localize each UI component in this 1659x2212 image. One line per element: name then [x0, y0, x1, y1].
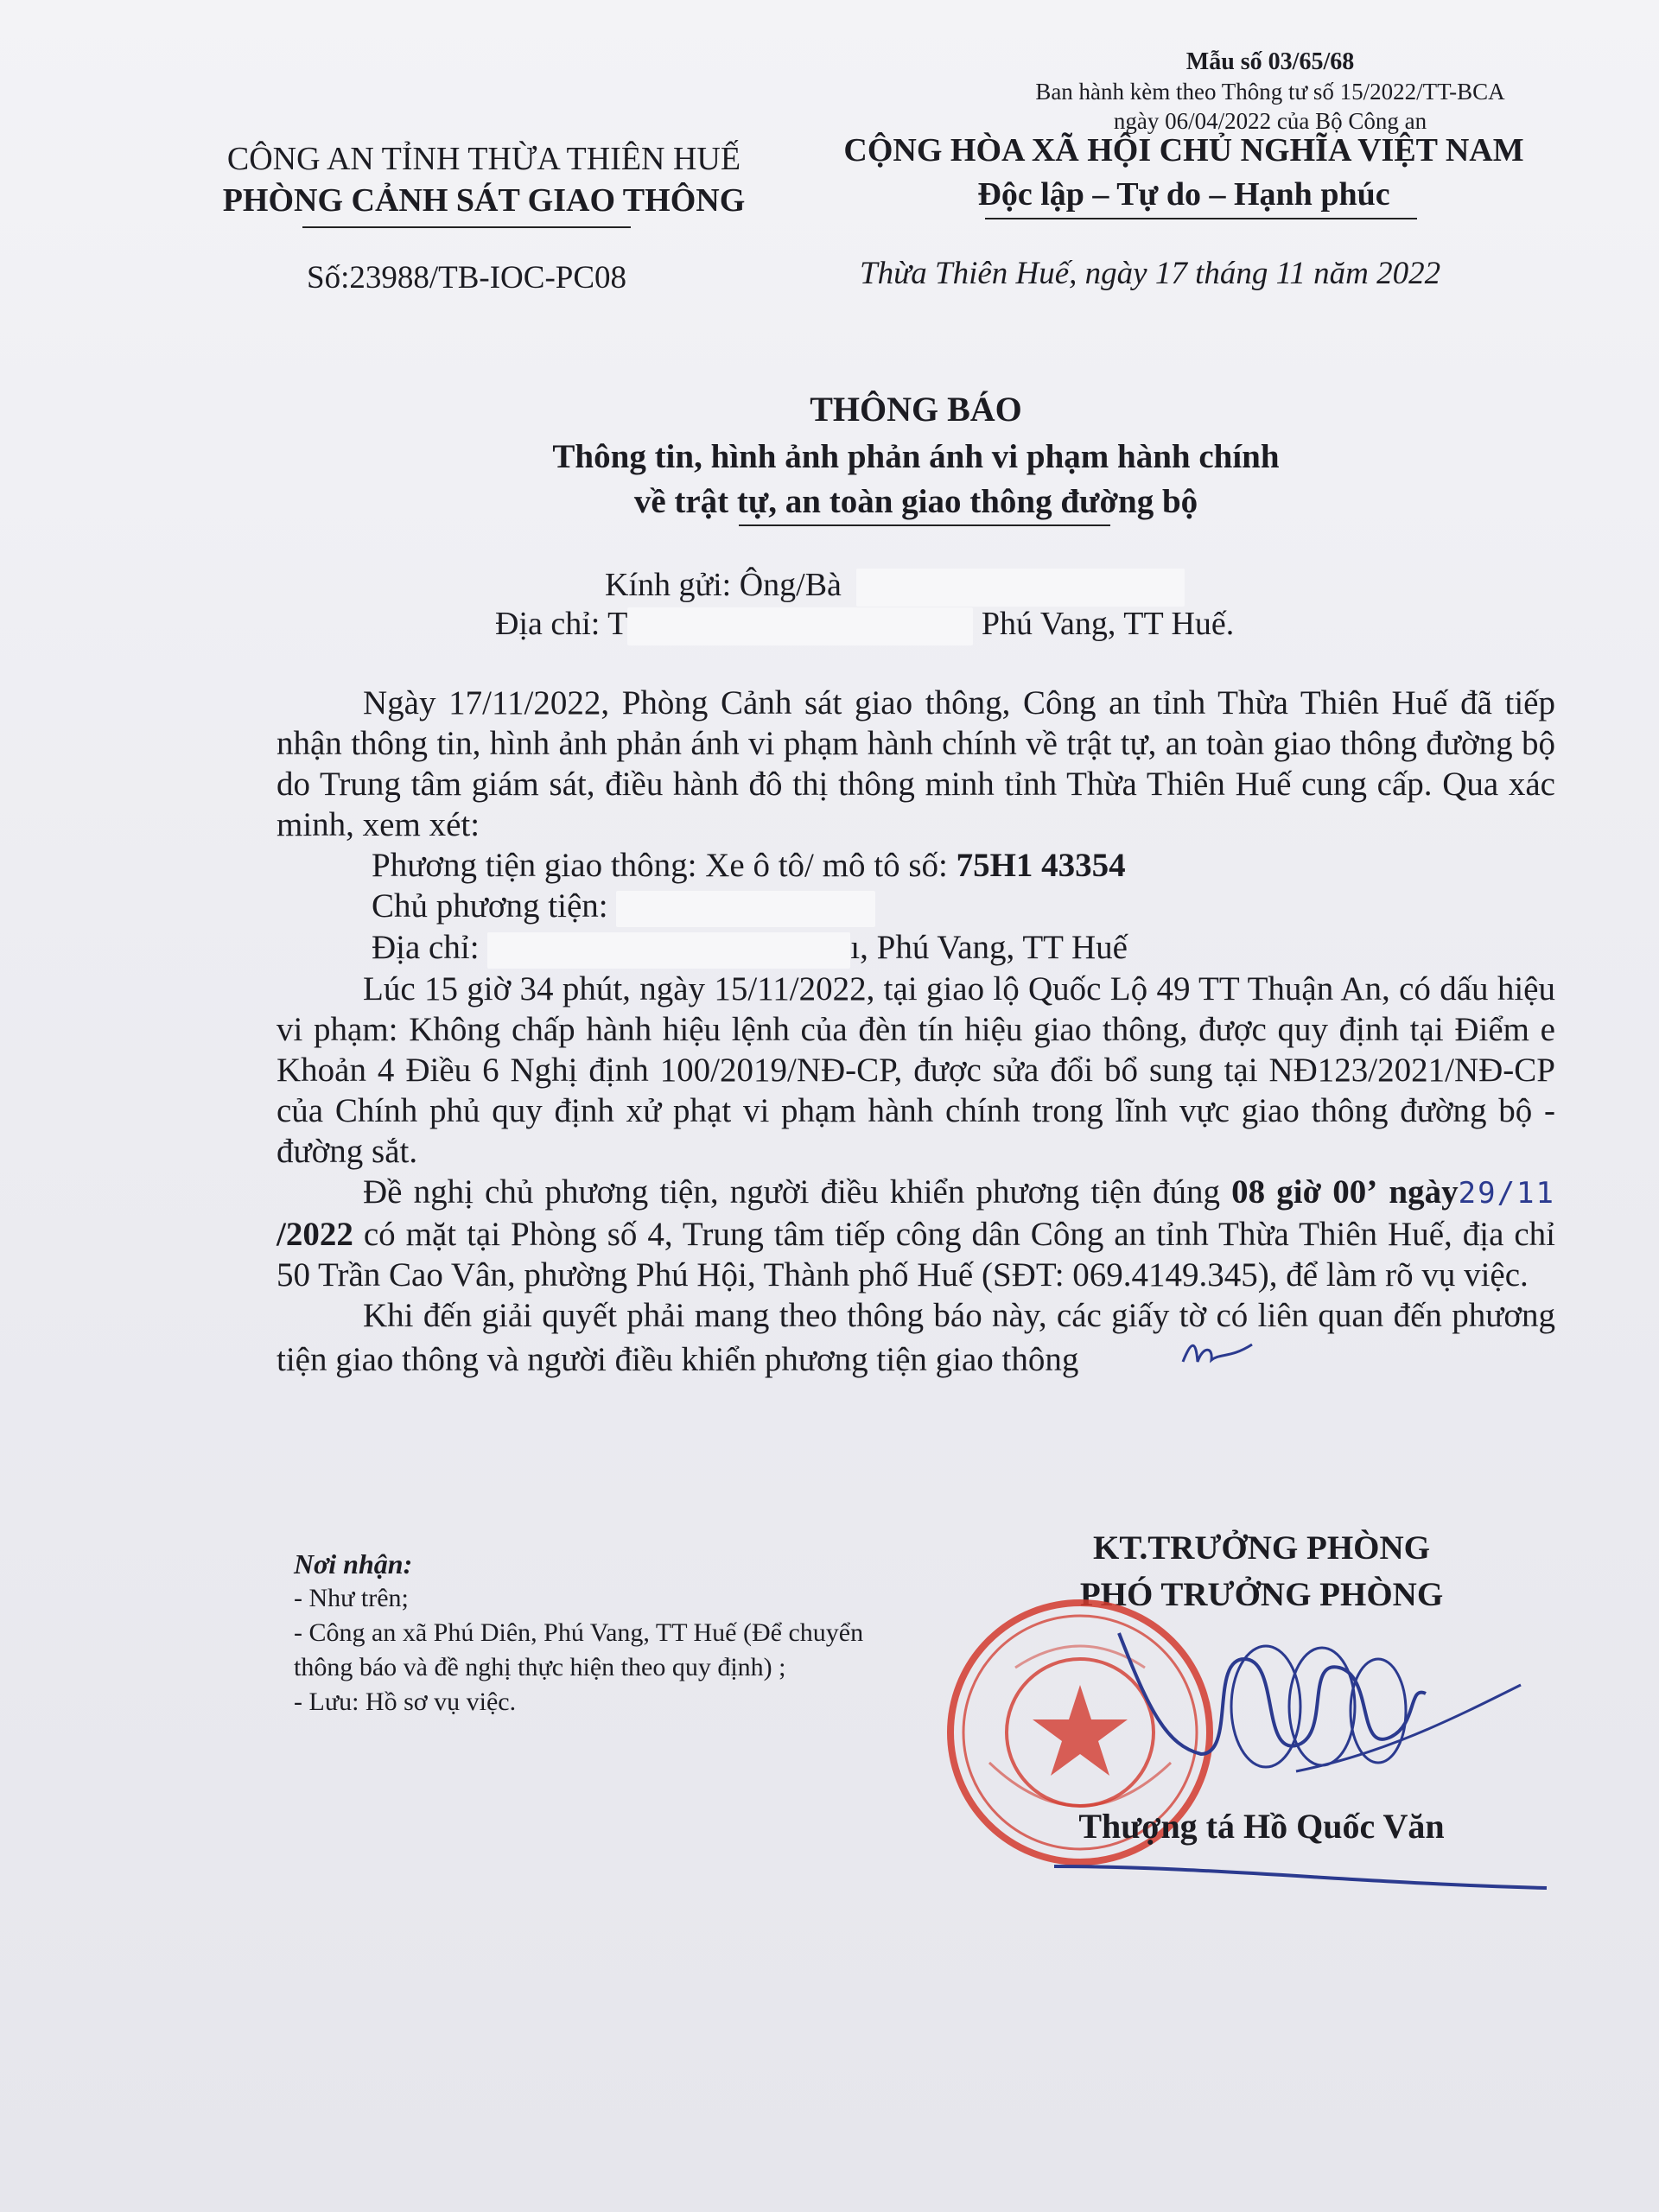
address-label: Địa chỉ: T [495, 606, 628, 642]
owner-address-label: Địa chỉ: [372, 929, 480, 967]
handwritten-month: 11 [1516, 1176, 1555, 1211]
signer-name: Thượng tá Hồ Quốc Văn [1078, 1807, 1445, 1846]
form-issued-date: ngày 06/04/2022 của Bộ Công an [1113, 108, 1427, 134]
addressee-line [605, 566, 1185, 607]
vehicle-line [276, 845, 1555, 886]
title-line-3: về trật tự, an toàn giao thông đường bộ [633, 483, 1198, 520]
final-text: Khi đến giải quyết phải mang theo thông báo này, các giấy tờ có liên quan đến phương tiện giao thông và người điều khiển phương tiện giao thông [276, 1297, 1555, 1379]
addressee-address [495, 605, 1234, 645]
violation-paragraph: Lúc 15 giờ 34 phút, ngày 15/11/2022, tại giao lộ Quốc Lộ 49 TT Thuận An, có dấu hiệu vi phạm: Không chấp hành hiệu lệnh của đèn tín hiệu giao thông, được quy định tại Điểm e Khoản 4 Điều 6 Nghị định 100/2019/NĐ-CP, được sửa đổi bổ sung tại NĐ123/2021/NĐ-CP của Chính phủ quy định xử phạt vi phạm hành chính trong lĩnh vực giao thông đường bộ - đường sắt. [276, 970, 1555, 1171]
final-paragraph [276, 1295, 1555, 1381]
agency-name: CÔNG AN TỈNH THỪA THIÊN HUẾ [226, 141, 741, 177]
owner-address-line [276, 927, 1555, 969]
vehicle-label: Phương tiện giao thông: Xe ô tô/ mô tô số: [372, 847, 948, 884]
title-main: THÔNG BÁO [810, 390, 1022, 429]
issuing-agency [173, 138, 795, 221]
recipient-item: - Lưu: Hồ sơ vụ việc. [294, 1688, 517, 1716]
agency-underline [302, 226, 631, 228]
address-tail: Phú Vang, TT Huế. [981, 606, 1235, 642]
owner-address-tail: ı, Phú Vang, TT Huế [850, 929, 1128, 967]
recipients-heading: Nơi nhận: [294, 1548, 413, 1580]
form-reference [968, 48, 1573, 136]
document-title [346, 385, 1486, 524]
owner-line [276, 886, 1555, 927]
handwritten-day: 29 [1458, 1176, 1497, 1211]
request-prefix: Đề nghị chủ phương tiện, người điều khiển phương tiện đúng [363, 1173, 1220, 1211]
department-name: PHÒNG CẢNH SÁT GIAO THÔNG [222, 182, 746, 219]
redacted-address [627, 607, 973, 645]
handwritten-separator: / [1497, 1176, 1517, 1211]
national-header [795, 128, 1573, 216]
national-motto: Độc lập – Tự do – Hạnh phúc [977, 176, 1390, 213]
initial-mark-icon [1092, 1336, 1256, 1381]
request-rest: có mặt tại Phòng số 4, Trung tâm tiếp công dân Công an tỉnh Thừa Thiên Huế, địa chỉ 50 Trần Cao Vân, phường Phú Hội, Thành phố Huế (SĐT: 069.4149.345), để làm rõ vụ việc. [276, 1216, 1556, 1294]
form-issued-by: Ban hành kèm theo Thông tư số 15/2022/TT-BCA [1035, 79, 1505, 105]
request-time: 08 giờ 00’ [1231, 1173, 1378, 1211]
request-paragraph [276, 1172, 1555, 1295]
republic-name: CỘNG HÒA XÃ HỘI CHỦ NGHĨA VIỆT NAM [843, 132, 1524, 168]
redacted-name [856, 569, 1185, 607]
signatory-title-2: PHÓ TRƯỞNG PHÒNG [1079, 1576, 1444, 1613]
intro-paragraph: Ngày 17/11/2022, Phòng Cảnh sát giao thông, Công an tỉnh Thừa Thiên Huế đã tiếp nhận thông tin, hình ảnh phản ánh vi phạm hành chính về trật tự, an toàn giao thông đường bộ do Trung tâm giám sát, điều hành đô thị thông minh tỉnh Thừa Thiên Huế cung cấp. Qua xác minh, xem xét: [276, 684, 1555, 843]
place-and-date: Thừa Thiên Huế, ngày 17 tháng 11 năm 2022 [860, 256, 1441, 291]
form-number: Mẫu số 03/65/68 [1185, 48, 1355, 75]
title-line-2: Thông tin, hình ảnh phản ánh vi phạm hành chính [552, 438, 1280, 475]
recipient-item: - Như trên; [294, 1584, 409, 1612]
recipient-item: - Công an xã Phú Diên, Phú Vang, TT Huế (Để chuyển thông báo và đề nghị thực hiện theo quy định) ; [294, 1618, 864, 1681]
title-underline [739, 524, 1110, 526]
vehicle-plate: 75H1 43354 [956, 847, 1126, 884]
signature-scribble-icon [1037, 1607, 1573, 1918]
owner-label: Chủ phương tiện: [372, 887, 608, 925]
motto-underline [985, 218, 1417, 219]
request-year: /2022 [276, 1216, 353, 1254]
notice-body [276, 683, 1555, 1381]
redacted-owner [616, 891, 875, 927]
recipients-list [294, 1547, 899, 1719]
document-number: Số:23988/TB-IOC-PC08 [307, 260, 627, 296]
signatory-title-1: KT.TRƯỞNG PHÒNG [1093, 1529, 1430, 1567]
redacted-owner-address [487, 932, 850, 969]
request-day-label: ngày [1389, 1173, 1459, 1211]
addressee-label: Kính gửi: Ông/Bà [605, 567, 842, 603]
